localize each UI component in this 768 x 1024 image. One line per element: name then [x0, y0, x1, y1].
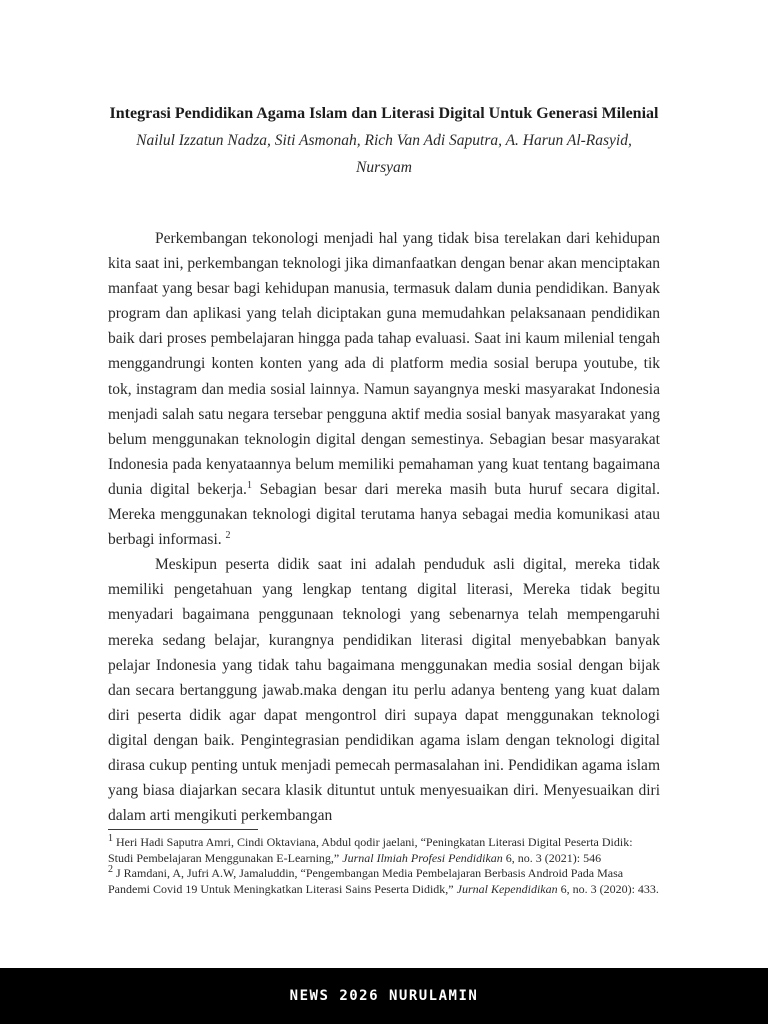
footnote-2 [108, 866, 660, 897]
authors-line-2: Nursyam [356, 159, 412, 176]
footnote-2-journal: Jurnal Kependidikan [456, 881, 558, 896]
footnote-1-tail: 6, no. 3 (2021): 546 [502, 850, 602, 865]
footnote-2-tail: 6, no. 3 (2020): 433. [557, 881, 659, 896]
article-body [108, 226, 660, 829]
watermark-text: NEWS 2026 NURULAMIN [289, 988, 479, 1004]
article-content [108, 100, 660, 829]
paragraph-1-text-cont: Sebagian besar dari mereka masih buta huruf secara digital. Mereka menggunakan teknologi digital terutama hanya sebagai media komunikasi atau berbagi informasi. [108, 480, 660, 549]
footnote-2-text: J Ramdani, A, Jufri A.W, Jamaluddin, “Pengembangan Media Pembelajaran Berbasis Android Pada Masa Pandemi Covid 19 Untuk Meningkatkan Literasi Sains Peserta Dididk,” [108, 866, 624, 896]
footnote-ref-2: 2 [225, 529, 231, 541]
footnote-1-text: Heri Hadi Saputra Amri, Cindi Oktaviana, Abdul qodir jaelani, “Peningkatan Literasi Digital Peserta Didik: Studi Pembelajaran Menggunakan E-Learning,” [108, 835, 633, 865]
footer-bar [0, 968, 768, 1024]
footnotes-section [108, 829, 660, 897]
article-authors [108, 127, 660, 181]
footnote-ref-1: 1 [246, 479, 252, 491]
authors-line-1: Nailul Izzatun Nadza, Siti Asmonah, Rich Van Adi Saputra, A. Harun Al-Rasyid, [136, 132, 632, 149]
paragraph-2: Meskipun peserta didik saat ini adalah penduduk asli digital, mereka tidak memiliki pengetahuan yang lengkap tentang digital literasi, Mereka tidak begitu menyadari bagaimana penggunaan teknologi yang sebenarnya telah mempengaruhi mereka sedang belajar, kurangnya pendidikan literasi digital menyebabkan banyak pelajar Indonesia yang tidak tahu bagaimana menggunakan media sosial dengan bijak dan secara bertanggung jawab.maka dengan itu perlu adanya benteng yang kuat dalam diri peserta didik agar dapat mengontrol diri supaya dapat menggunakan teknologi digital dengan baik. Pengintegrasian pendidikan agama islam dengan teknologi digital dirasa cukup penting untuk menjadi pemecah permasalahan ini. Pendidikan agama islam yang biasa diajarkan secara klasik dituntut untuk menyesuaikan diri. Menyesuaikan diri dalam arti mengikuti perkembangan [108, 556, 660, 825]
footnote-1-marker: 1 [108, 833, 113, 844]
paragraph-1 [108, 226, 660, 552]
footnote-2-marker: 2 [108, 864, 113, 875]
footnote-1-journal: Jurnal Ilmiah Profesi Pendidikan [342, 850, 503, 865]
footnote-separator [108, 829, 258, 830]
article-title: Integrasi Pendidikan Agama Islam dan Literasi Digital Untuk Generasi Milenial [109, 105, 659, 122]
footnote-1 [108, 835, 660, 866]
paragraph-1-text: Perkembangan tekonologi menjadi hal yang tidak bisa terelakan dari kehidupan kita saat ini, perkembangan teknologi jika dimanfaatkan dengan benar akan menciptakan manfaat yang besar bagi kehidupan manusia, termasuk dalam dunia pendidikan. Banyak program dan aplikasi yang telah diciptakan guna memudahkan pelaksanaan pendidikan baik dari proses pembelajaran hingga pada tahap evaluasi. Saat ini kaum milenial tengah menggandrungi konten konten yang ada di platform media sosial berupa youtube, tik tok, instagram dan media sosial lainnya. Namun sayangnya meski masyarakat Indonesia menjadi salah satu negara tersebar pengguna aktif media sosial banyak masyarakat yang belum menggunakan teknologin digital dengan semestinya. Sebagian besar masyarakat Indonesia pada kenyataannya belum memiliki pemahaman yang kuat tentang bagaimana dunia digital bekerja. [108, 230, 660, 498]
